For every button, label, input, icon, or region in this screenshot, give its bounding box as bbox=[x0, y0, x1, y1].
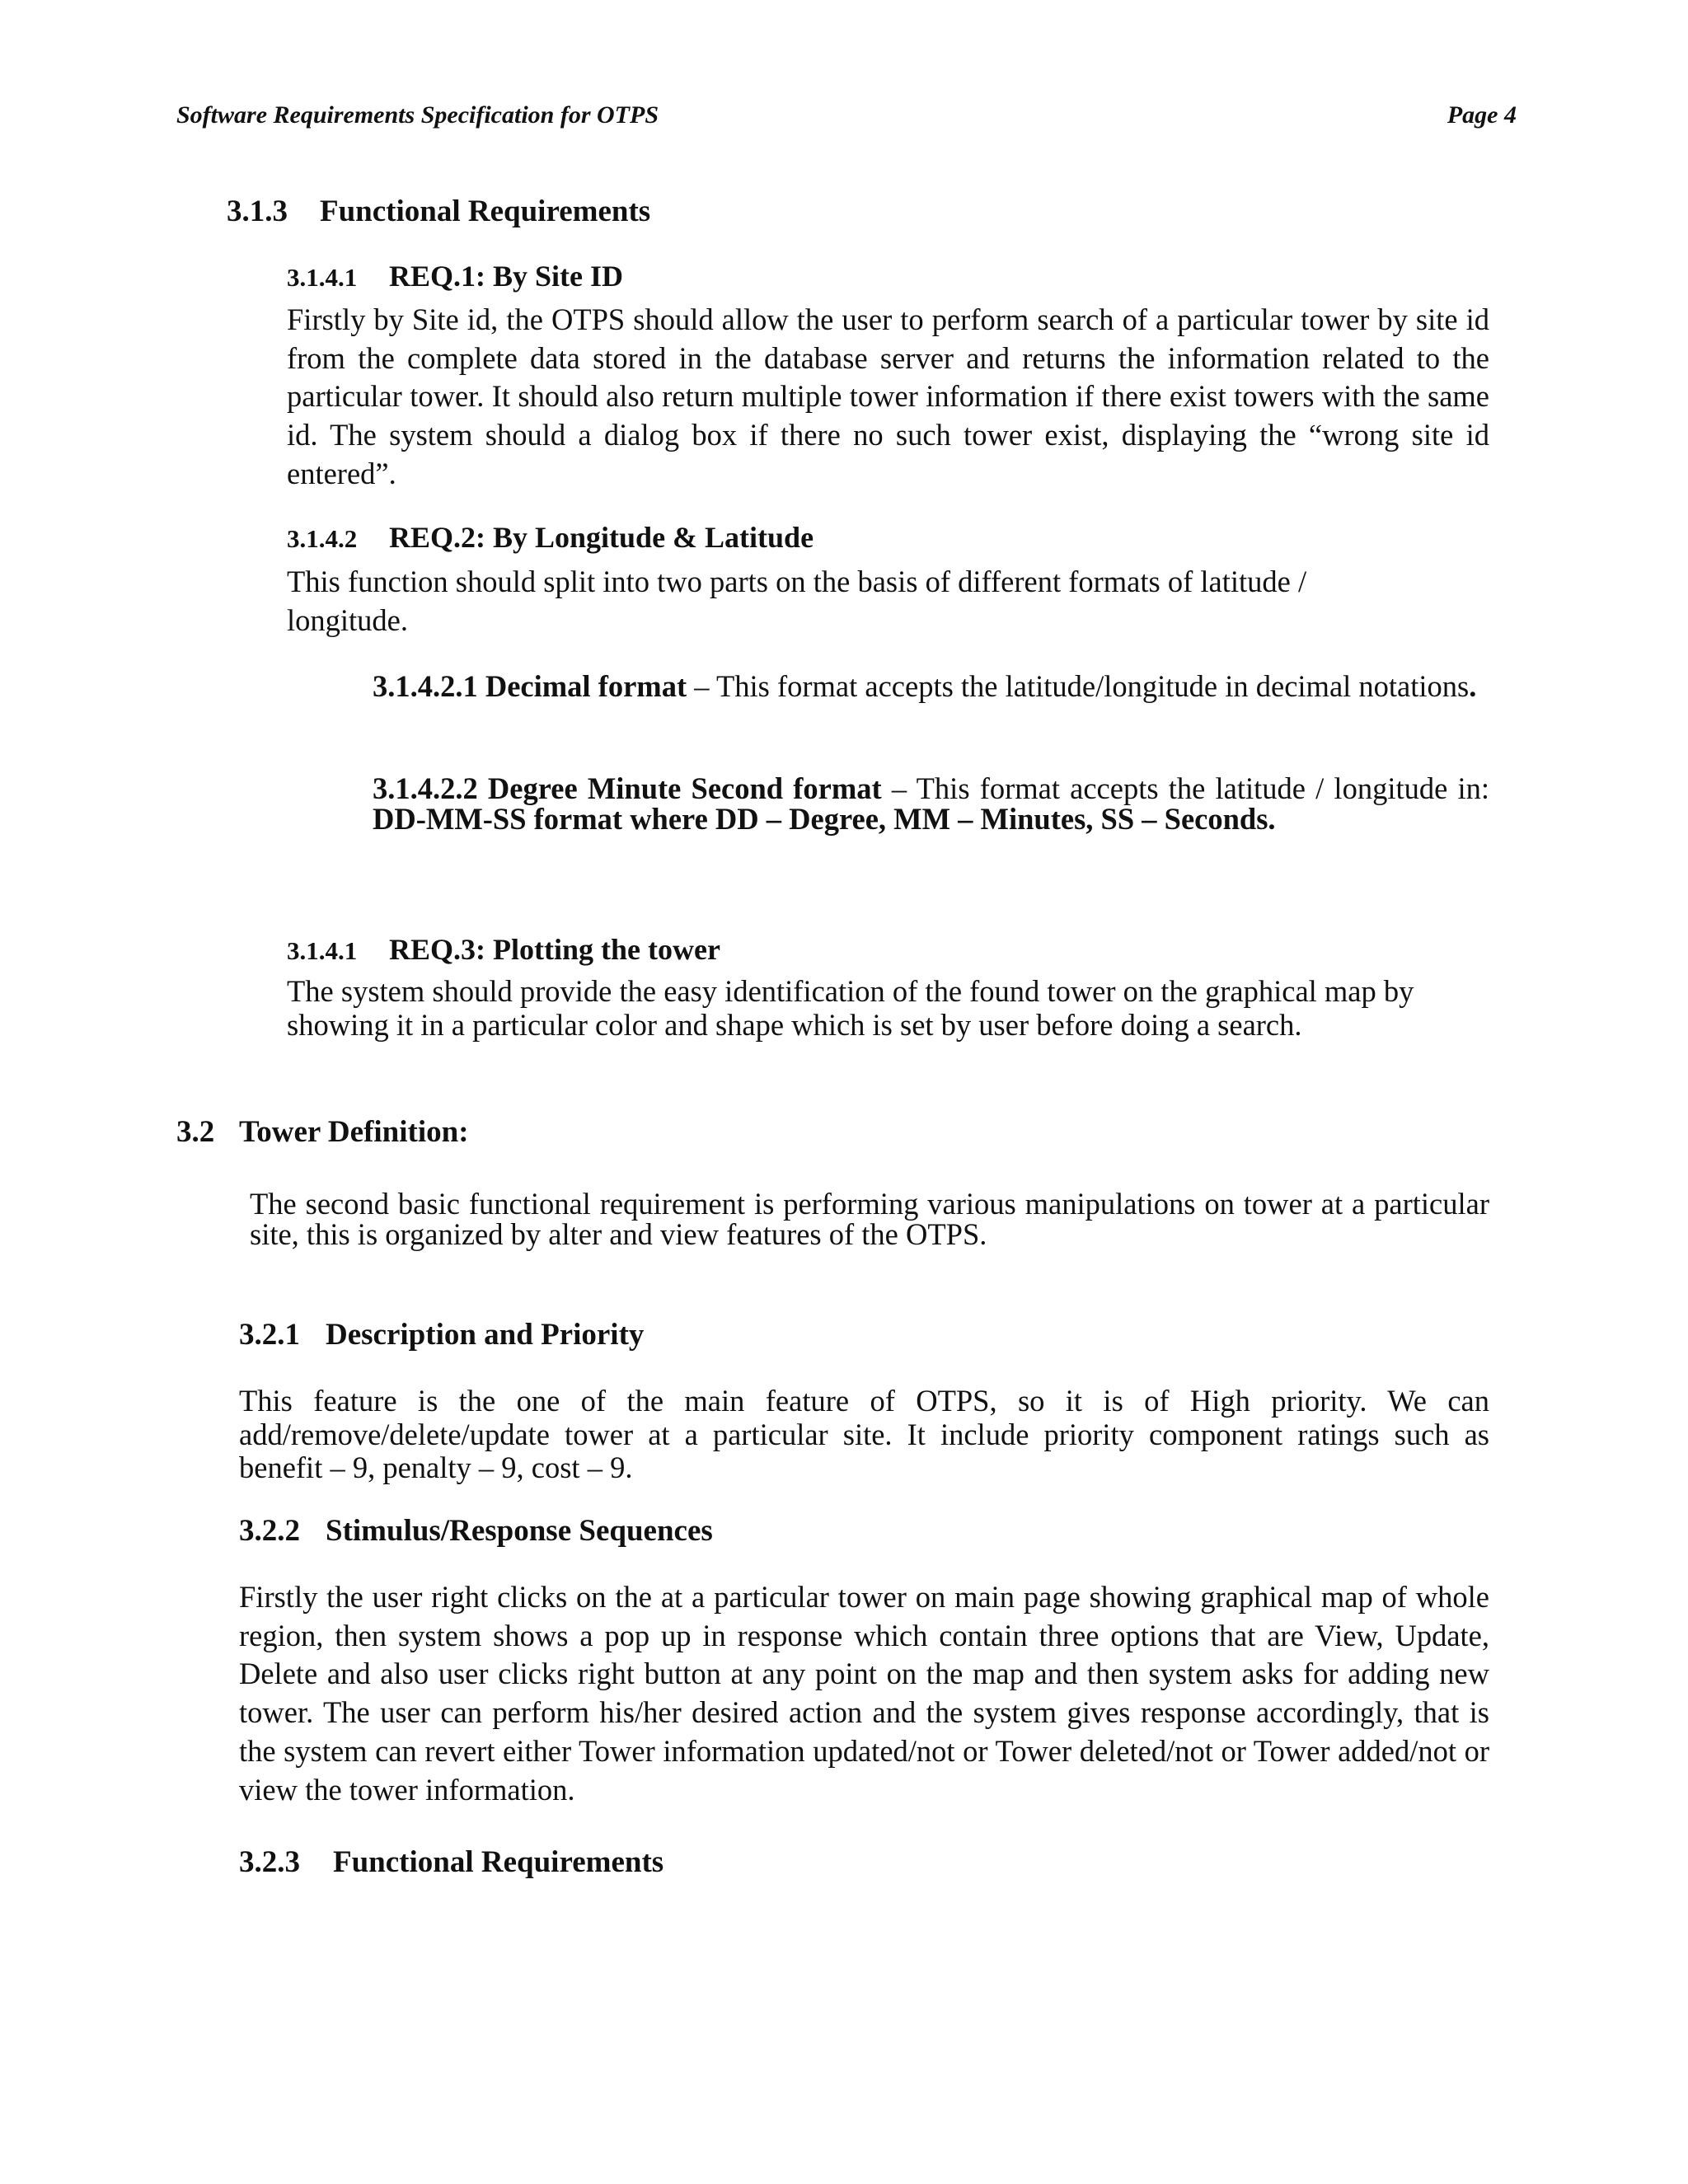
req1-body: Firstly by Site id, the OTPS should allow the user to perform search of a particular tower by site id from the complete data stored in the database server and returns the information related to the particular tower. It should also return multiple tower information if there exist towers with the same id. The system should a dialog box if there no such tower exist, displaying the “wrong site id entered”. bbox=[287, 302, 1489, 490]
section-number: 3.2.1 bbox=[239, 1318, 300, 1352]
page-number: Page 4 bbox=[1447, 101, 1517, 129]
description-priority-body: This feature is the one of the main feature of OTPS, so it is of High priority. We can add/remove/delete/update tower at a particular site. It include priority component ratings such as benefit – 9, penalty – 9, cost – 9. bbox=[239, 1384, 1489, 1484]
section-title: Description and Priority bbox=[326, 1318, 645, 1352]
decimal-format-item bbox=[373, 671, 1489, 701]
req2-number: 3.1.4.2 bbox=[287, 524, 358, 553]
document-header-title: Software Requirements Specification for OTPS bbox=[176, 101, 659, 129]
section-heading-3-1-3 bbox=[227, 194, 650, 230]
req3-body: The system should provide the easy identification of the found tower on the graphical map by showing it in a particular color and shape which is set by user before doing a search. bbox=[287, 974, 1414, 1042]
req3-title: REQ.3: Plotting the tower bbox=[389, 933, 720, 966]
section-number: 3.1.3 bbox=[227, 194, 288, 228]
dms-format-text: – This format accepts the latitude / longitude in: bbox=[881, 771, 1489, 805]
req2-body: This function should split into two parts on the basis of different formats of latitude / longitude. bbox=[287, 565, 1307, 637]
section-heading-3-2-2 bbox=[239, 1513, 713, 1549]
req3-heading bbox=[287, 931, 720, 969]
stimulus-response-body: Firstly the user right clicks on the at a particular tower on main page showing graphical map of whole region, then system shows a pop up in response which contain three options that are View, Update, Delete and also user clicks right button at any point on the map and then system asks for adding new tower. The user can perform his/her desired action and the system gives response accordingly, that is the system can revert either Tower information updated/not or Tower deleted/not or Tower added/not or view the tower information. bbox=[239, 1580, 1489, 1807]
section-title: Functional Requirements bbox=[320, 194, 651, 228]
section-title: Functional Requirements bbox=[333, 1845, 664, 1879]
section-heading-3-2-3 bbox=[239, 1844, 663, 1881]
decimal-format-label: 3.1.4.2.1 Decimal format bbox=[373, 669, 687, 703]
req3-number: 3.1.4.1 bbox=[287, 936, 358, 965]
req1-heading bbox=[287, 258, 623, 296]
section-heading-3-2 bbox=[176, 1114, 469, 1151]
req1-number: 3.1.4.1 bbox=[287, 263, 358, 292]
section-number: 3.2.2 bbox=[239, 1514, 300, 1548]
section-number: 3.2 bbox=[176, 1115, 215, 1149]
section-number: 3.2.3 bbox=[239, 1845, 300, 1879]
decimal-format-text: – This format accepts the latitude/longitude in decimal notations bbox=[687, 669, 1470, 703]
dms-format-label: 3.1.4.2.2 Degree Minute Second format bbox=[373, 771, 882, 805]
section-title: Stimulus/Response Sequences bbox=[326, 1514, 713, 1548]
section-heading-3-2-1 bbox=[239, 1317, 644, 1353]
req2-heading bbox=[287, 519, 814, 557]
section-title: Tower Definition: bbox=[239, 1115, 469, 1149]
tower-definition-body: The second basic functional requirement is performing various manipulations on tower at a particular site, this is organized by alter and view features of the OTPS. bbox=[250, 1187, 1489, 1251]
req1-title: REQ.1: By Site ID bbox=[389, 260, 624, 293]
req2-title: REQ.2: By Longitude & Latitude bbox=[389, 521, 814, 554]
dms-format-detail: DD-MM-SS format where DD – Degree, MM – Minutes, SS – Seconds. bbox=[373, 802, 1276, 836]
dms-format-item bbox=[373, 773, 1489, 834]
decimal-format-end: . bbox=[1469, 669, 1477, 703]
